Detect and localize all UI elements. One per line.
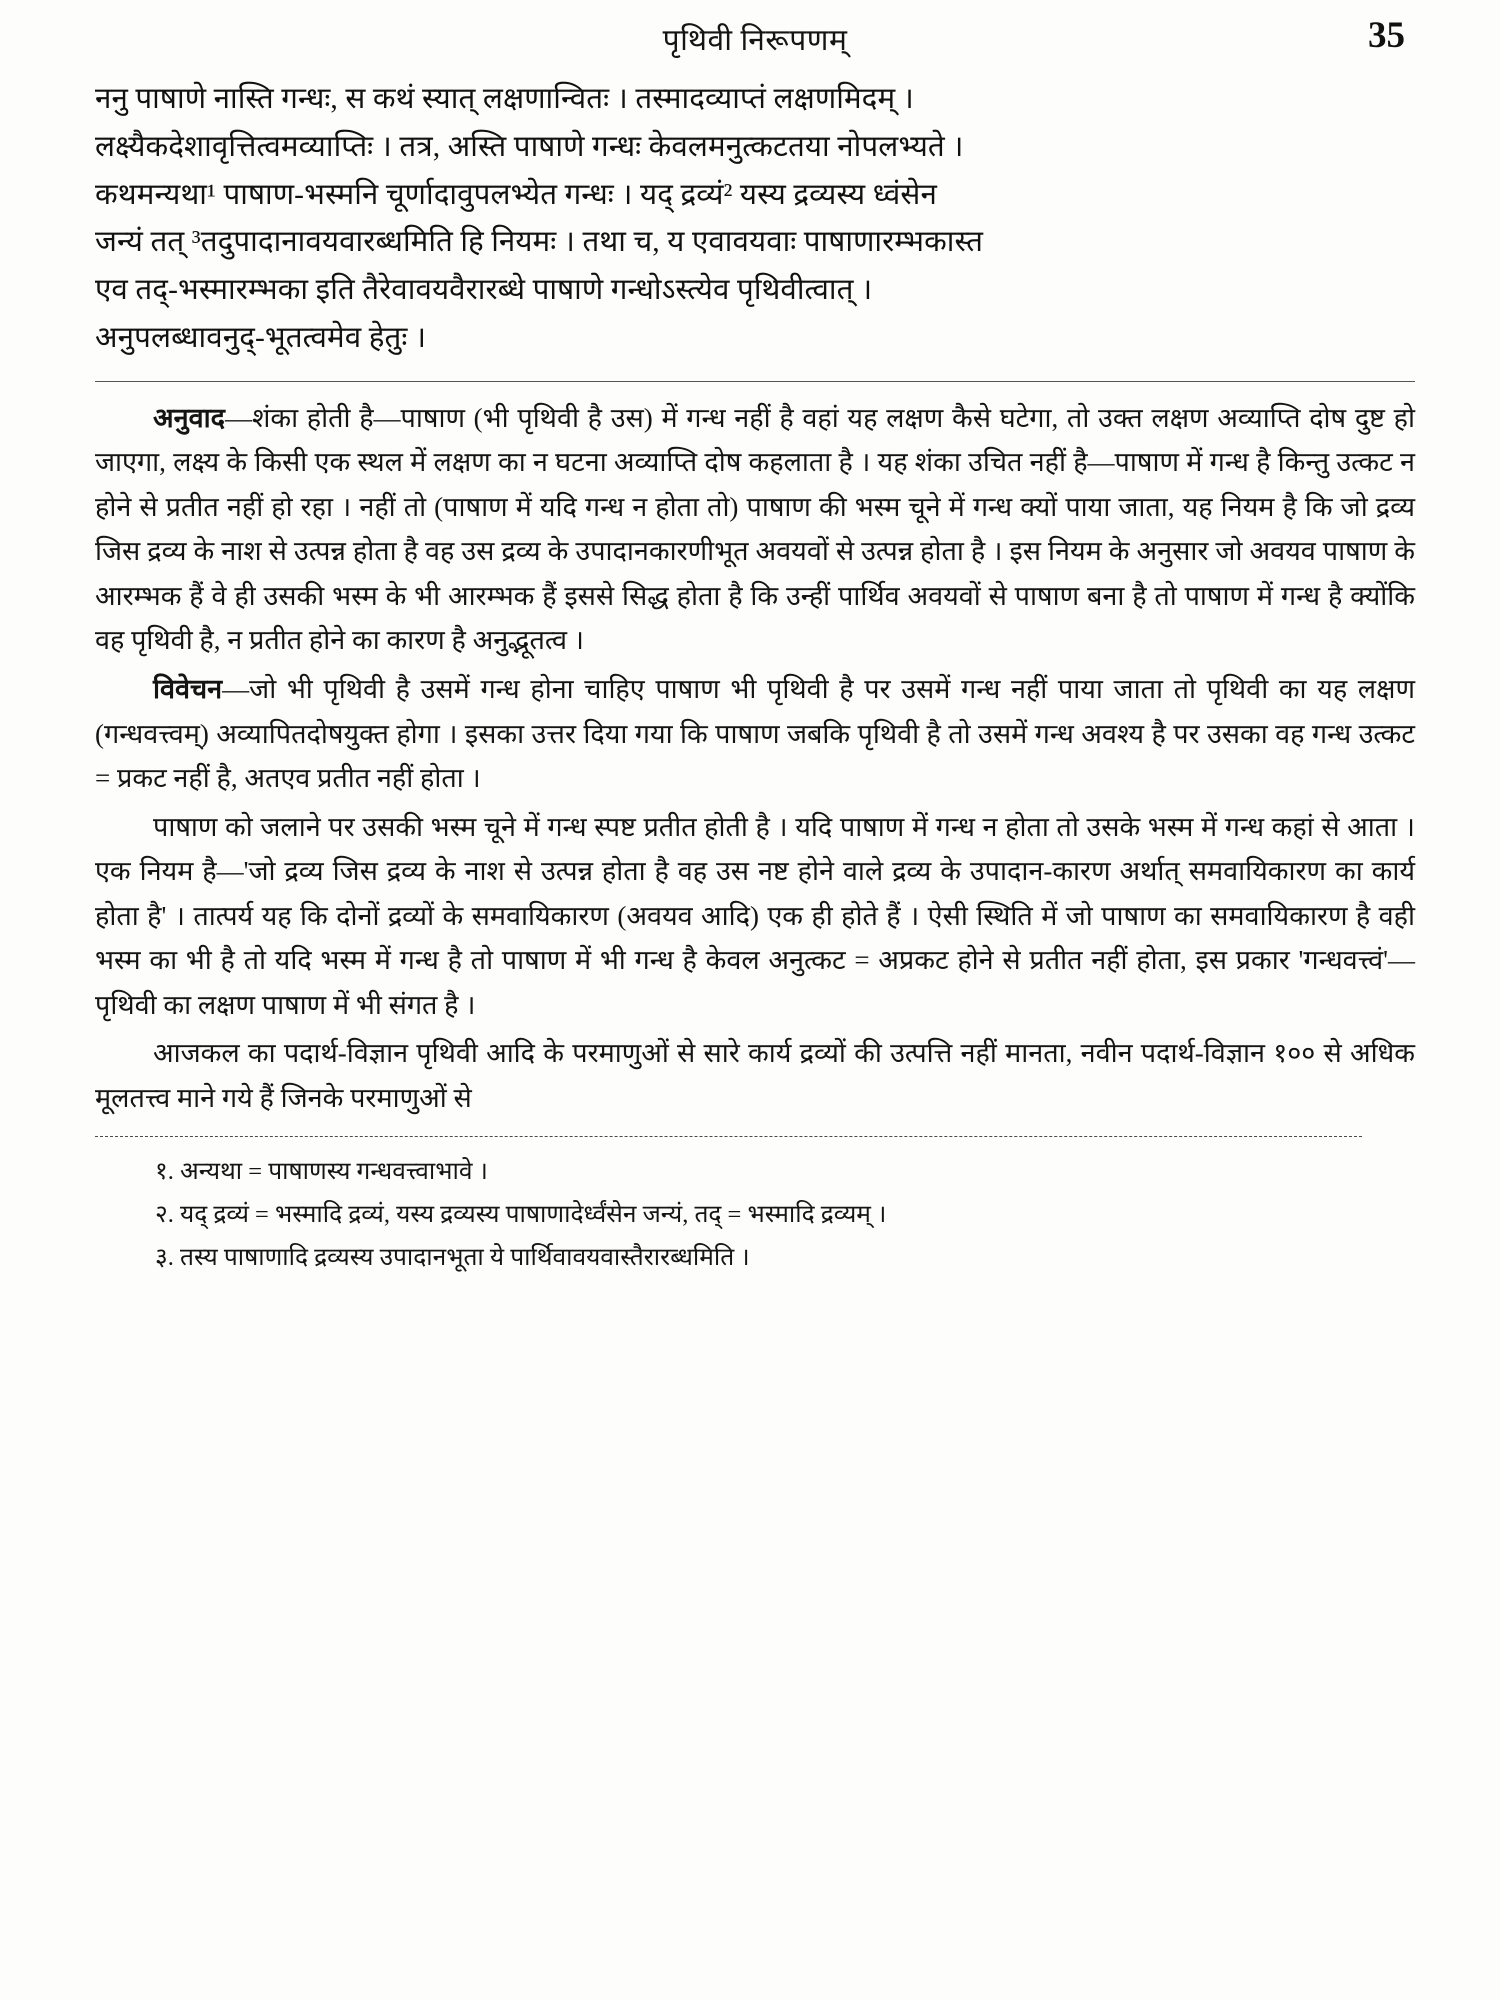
verse-line: ननु पाषाणे नास्ति गन्धः, स कथं स्यात् लक्षणान्वितः । तस्मादव्याप्तं लक्षणमिदम् । [95,83,914,115]
running-title: पृथिवी निरूपणम् [662,24,848,57]
footnote-divider [95,1136,1362,1137]
verse-line: जन्यं तत् ³तदुपादानावयवारब्धमिति हि नियमः । तथा च, य एवावयवाः पाषाणारम्भकास्त [95,226,983,259]
section-divider [95,381,1415,382]
page-header [95,0,1415,70]
commentary-paragraph-anuvad [95,396,1415,663]
page-content [95,0,1415,2000]
paragraph-label: विवेचन [153,673,223,704]
page-number: 35 [1368,15,1405,56]
paragraph-text: जो भी पृथिवी है उसमें गन्ध होना चाहिए पाषाण भी पृथिवी है पर उसमें गन्ध नहीं पाया जाता तो पृथिवी का यह लक्षण (गन्धवत्त्वम्) अव्यापितदोषयुक्त होगा । इसका उत्तर दिया गया कि पाषाण जबकि पृथिवी है तो उसमें गन्ध अवश्य है पर उसका वह गन्ध उत्कट = प्रकट नहीं है, अतएव प्रतीत नहीं होता । [95,673,1415,794]
sanskrit-verse-block [95,76,1415,363]
paragraph-text: पाषाण को जलाने पर उसकी भस्म चूने में गन्ध स्पष्ट प्रतीत होती है । यदि पाषाण में गन्ध न होता तो उसके भस्म में गन्ध कहां से आता । एक नियम है—'जो द्रव्य जिस द्रव्य के नाश से उत्पन्न होता है वह उस नष्ट होने वाले द्रव्य के उपादान-कारण अर्थात् समवायिकारण का कार्य होता है' । तात्पर्य यह कि दोनों द्रव्यों के समवायिकारण (अवयव आदि) एक ही होते हैं । ऐसी स्थिति में जो पाषाण का समवायिकारण है वही भस्म का भी है तो यदि भस्म में गन्ध है तो पाषाण में भी गन्ध है केवल अनुत्कट = अप्रकट होने से प्रतीत नहीं होता, इस प्रकार 'गन्धवत्त्वं'—पृथिवी का लक्षण पाषाण में भी संगत है । [95,811,1415,1020]
verse-line: कथमन्यथा¹ पाषाण-भस्मनि चूर्णादावुपलभ्येत गन्धः । यद् द्रव्यं² यस्य द्रव्यस्य ध्वंसेन [95,178,937,211]
footnotes-block [95,1151,1415,1280]
footnote-item: २. यद् द्रव्यं = भस्मादि द्रव्यं, यस्य द्रव्यस्य पाषाणादेर्ध्वंसेन जन्यं, तद् = भस्मादि द्रव्यम् । [155,1201,887,1229]
commentary-paragraph-3 [95,805,1415,1028]
paragraph-dash: — [222,673,250,704]
footnote-item: १. अन्यथा = पाषाणस्य गन्धवत्त्वाभावे । [155,1158,488,1186]
paragraph-text: शंका होती है—पाषाण (भी पृथिवी है उस) में गन्ध नहीं है वहां यह लक्षण कैसे घटेगा, तो उक्त लक्षण अव्याप्ति दोष दुष्ट हो जाएगा, लक्ष्य के किसी एक स्थल में लक्षण का न घटना अव्याप्ति दोष कहलाता है । यह शंका उचित नहीं है—पाषाण में गन्ध है किन्तु उत्कट न होने से प्रतीत नहीं हो रहा । नहीं तो (पाषाण में यदि गन्ध न होता तो) पाषाण की भस्म चूने में गन्ध क्यों पाया जाता, यह नियम है कि जो द्रव्य जिस द्रव्य के नाश से उत्पन्न होता है वह उस द्रव्य के उपादानकारणीभूत अवयवों से उत्पन्न होता है । इस नियम के अनुसार जो अवयव पाषाण के आरम्भक हैं वे ही उसकी भस्म के भी आरम्भक हैं इससे सिद्ध होता है कि उन्हीं पार्थिव अवयवों से पाषाण बना है तो पाषाण में गन्ध है क्योंकि वह पृथिवी है, न प्रतीत होने का कारण है अनुद्भूतत्व । [95,402,1415,656]
footnote-item: ३. तस्य पाषाणादि द्रव्यस्य उपादानभूता ये पार्थिवावयवास्तैरारब्धमिति । [155,1244,750,1272]
paragraph-label: अनुवाद [153,402,225,433]
commentary-paragraph-4 [95,1031,1415,1120]
paragraph-text: आजकल का पदार्थ-विज्ञान पृथिवी आदि के परमाणुओं से सारे कार्य द्रव्यों की उत्पत्ति नहीं मानता, नवीन पदार्थ-विज्ञान १०० से अधिक मूलतत्त्व माने गये हैं जिनके परमाणुओं से [95,1038,1415,1113]
verse-line: अनुपलब्धावनुद्-भूतत्वमेव हेतुः । [95,321,427,354]
paragraph-dash: — [224,402,252,433]
commentary-paragraph-vivechan [95,667,1415,801]
verse-line: एव तद्-भस्मारम्भका इति तैरेवावयवैरारब्धे पाषाणे गन्धोऽस्त्येव पृथिवीत्वात् । [95,274,873,307]
verse-line: लक्ष्यैकदेशावृत्तित्वमव्याप्तिः । तत्र, अस्ति पाषाणे गन्धः केवलमनुत्कटतया नोपलभ्यते । [95,130,964,163]
